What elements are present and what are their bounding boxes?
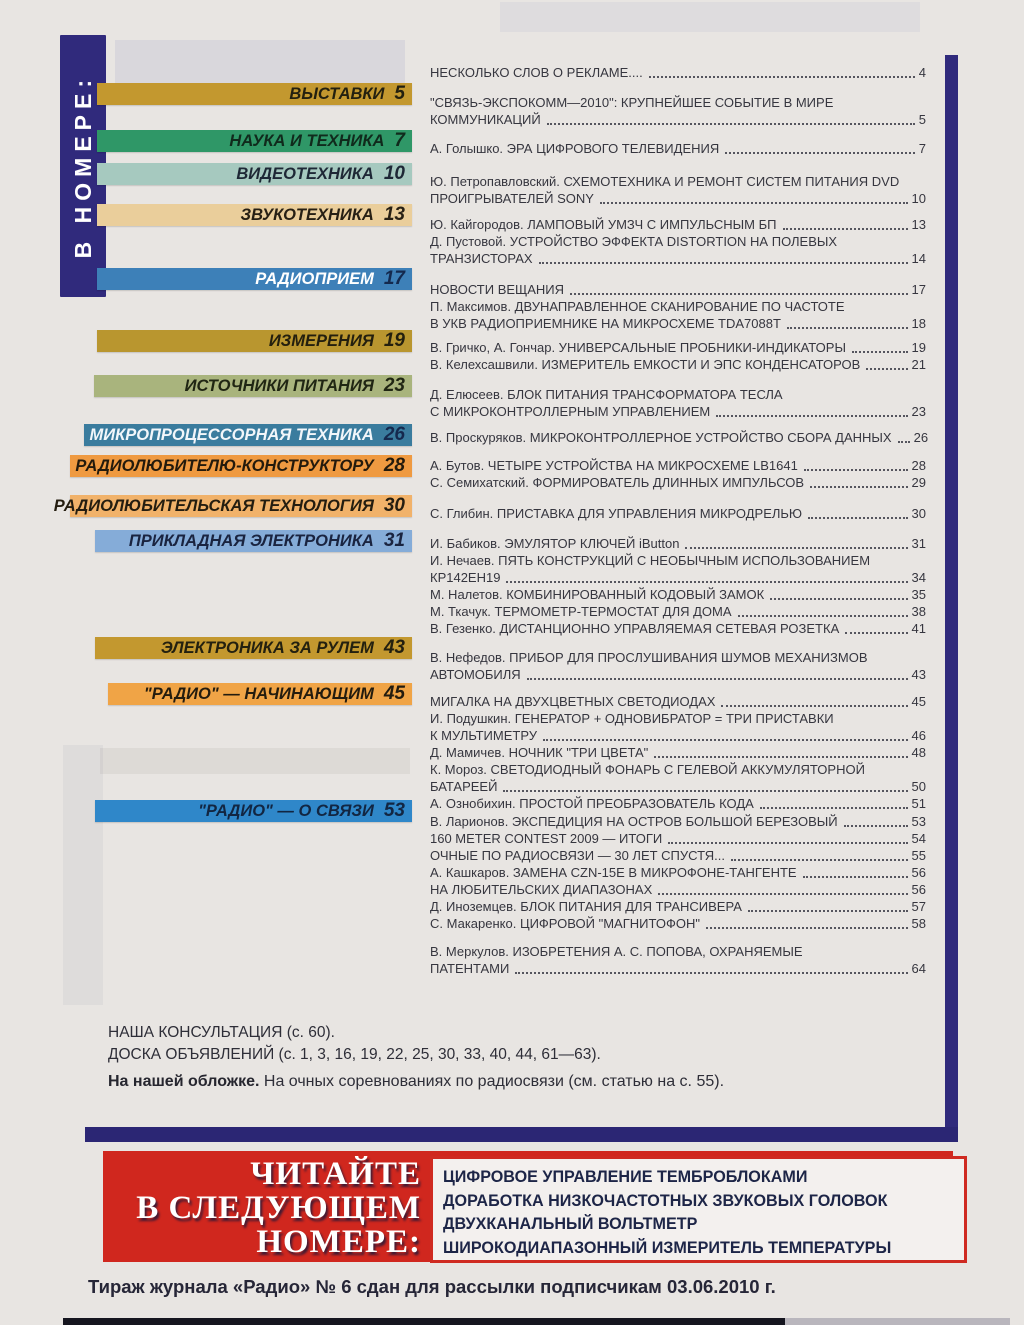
toc-entry-text: ПАТЕНТАМИ: [430, 961, 510, 976]
toc-page-number: 14: [911, 251, 926, 266]
dot-leader: [808, 517, 907, 519]
circulation-footer: Тираж журнала «Радио» № 6 сдан для рассылки подписчикам 03.06.2010 г.: [88, 1276, 776, 1297]
toc-entry-line: [430, 943, 926, 960]
toc-entry-line: [430, 429, 929, 446]
toc-entry-line: [430, 744, 926, 761]
toc-entry-text: Ю. Петропавловский. СХЕМОТЕХНИКА И РЕМОНТ СИСТЕМ ПИТАНИЯ DVD: [430, 174, 900, 189]
section-page-number: 53: [383, 800, 405, 821]
toc-entry-text: Д. Иноземцев. БЛОК ПИТАНИЯ ДЛЯ ТРАНСИВЕРА: [430, 899, 742, 914]
next-issue-banner: [103, 1151, 953, 1262]
toc-page-number: 51: [911, 796, 926, 811]
toc-page-number: 5: [918, 112, 926, 127]
toc-entry-line: [430, 864, 926, 881]
toc-page-number: 13: [911, 217, 926, 232]
section-label: ПРИКЛАДНАЯ ЭЛЕКТРОНИКА: [128, 531, 374, 550]
section-bar: [70, 455, 412, 477]
dot-leader: [804, 469, 908, 471]
toc-entry-line: [430, 898, 926, 915]
section-page-number: 17: [383, 268, 405, 289]
toc-page-number: 19: [911, 340, 926, 355]
toc-entry-line: [430, 960, 926, 977]
toc-entry-line: [430, 173, 926, 190]
toc-group: [430, 216, 926, 267]
toc-entry-line: [430, 386, 926, 403]
dot-leader: [721, 705, 907, 707]
section-page-number: 43: [383, 637, 405, 658]
dot-leader: [725, 152, 915, 154]
dot-leader: [506, 581, 907, 583]
toc-entry-text: К МУЛЬТИМЕТРУ: [430, 728, 537, 743]
section-page-number: 28: [383, 455, 405, 476]
toc-entry-line: [430, 281, 926, 298]
toc-group: [430, 505, 926, 522]
toc-page-number: 35: [911, 587, 926, 602]
section-bar: [108, 683, 412, 705]
toc-group: [430, 140, 926, 157]
section-bar: [97, 163, 412, 185]
toc-entry-text: П. Максимов. ДВУНАПРАВЛЕННОЕ СКАНИРОВАНИЕ ПО ЧАСТОТЕ: [430, 299, 845, 314]
dot-leader: [685, 547, 907, 549]
toc-entry-line: [430, 795, 926, 812]
toc-entry-text: АВТОМОБИЛЯ: [430, 667, 521, 682]
section-label: НАУКА И ТЕХНИКА: [229, 131, 385, 150]
toc-group: [430, 429, 929, 446]
section-bar: [97, 130, 412, 152]
note-consultation: НАША КОНСУЛЬТАЦИЯ (с. 60).: [108, 1024, 335, 1041]
section-bar: [84, 424, 412, 446]
toc-group: [430, 173, 926, 207]
toc-group: [430, 943, 926, 977]
toc-entry-text: М. Ткачук. ТЕРМОМЕТР-ТЕРМОСТАТ ДЛЯ ДОМА: [430, 604, 732, 619]
toc-entry-text: И. Нечаев. ПЯТЬ КОНСТРУКЦИЙ С НЕОБЫЧНЫМ ИСПОЛЬЗОВАНИЕМ: [430, 553, 871, 568]
toc-entry-line: [430, 64, 926, 81]
next-issue-heading: [109, 1157, 421, 1259]
dot-leader: [600, 202, 908, 204]
section-bar: [97, 83, 412, 105]
section-page-number: 23: [383, 375, 405, 396]
in-this-issue-label: В НОМЕРЕ:: [69, 73, 96, 259]
toc-entry-text: В. Гричко, А. Гончар. УНИВЕРСАЛЬНЫЕ ПРОБНИКИ-ИНДИКАТОРЫ: [430, 340, 846, 355]
dot-leader: [654, 756, 907, 758]
cover-note-text: На очных соревнованиях по радиосвязи (см. статью на с. 55).: [259, 1073, 725, 1090]
toc-page-number: 57: [911, 899, 926, 914]
toc-group: [430, 386, 926, 420]
toc-page-number: 17: [911, 282, 926, 297]
section-page-number: 31: [383, 530, 405, 551]
toc-entry-line: [430, 649, 926, 666]
toc-entry-text: В. Ларионов. ЭКСПЕДИЦИЯ НА ОСТРОВ БОЛЬШОЙ БЕРЕЗОВЫЙ: [430, 814, 838, 829]
toc-entry-text: С. Макаренко. ЦИФРОВОЙ "МАГНИТОФОН": [430, 916, 700, 931]
toc-page-number: 34: [911, 570, 926, 585]
next-issue-item: ДВУХКАНАЛЬНЫЙ ВОЛЬТМЕТР: [443, 1214, 698, 1233]
toc-entry-text: С. Глибин. ПРИСТАВКА ДЛЯ УПРАВЛЕНИЯ МИКРОДРЕЛЬЮ: [430, 506, 803, 521]
toc-page-number: 56: [911, 882, 926, 897]
toc-page-number: 41: [911, 621, 926, 636]
toc-entry-text: Д. Мамичев. НОЧНИК "ТРИ ЦВЕТА": [430, 745, 649, 760]
toc-entry-line: [430, 915, 926, 932]
section-page-number: 30: [383, 495, 405, 516]
toc-page-number: 31: [911, 536, 926, 551]
toc-page-number: 26: [913, 430, 929, 445]
section-page-number: 5: [394, 83, 405, 104]
section-bar: [95, 637, 412, 659]
section-bar: [94, 375, 412, 397]
dot-leader: [547, 123, 915, 125]
toc-entry-text: В УКВ РАДИОПРИЕМНИКЕ НА МИКРОСХЕМЕ TDA7088T: [430, 316, 781, 331]
toc-entry-text: М. Налетов. КОМБИНИРОВАННЫЙ КОДОВЫЙ ЗАМОК: [430, 587, 765, 602]
toc-page-number: 23: [911, 404, 926, 419]
toc-entry-line: [430, 535, 926, 552]
toc-entry-line: [430, 250, 926, 267]
dot-leader: [787, 327, 908, 329]
toc-page-number: 55: [911, 848, 926, 863]
next-issue-heading-line: ЧИТАЙТЕ: [250, 1156, 421, 1192]
section-page-number: 45: [383, 683, 405, 704]
dot-leader: [898, 441, 910, 443]
toc-group: [430, 339, 926, 373]
toc-page-number: 38: [911, 604, 926, 619]
section-label: ВИДЕОТЕХНИКА: [236, 164, 374, 183]
dot-leader: [668, 842, 907, 844]
toc-group: [430, 649, 926, 683]
section-label: МИКРОПРОЦЕССОРНАЯ ТЕХНИКА: [89, 425, 374, 444]
dot-leader: [803, 876, 908, 878]
next-issue-item: ШИРОКОДИАПАЗОННЫЙ ИЗМЕРИТЕЛЬ ТЕМПЕРАТУРЫ: [443, 1237, 892, 1257]
toc-entry-text: И. Бабиков. ЭМУЛЯТОР КЛЮЧЕЙ iButton: [430, 536, 680, 551]
section-page-number: 10: [383, 163, 405, 184]
section-label: ИЗМЕРЕНИЯ: [268, 331, 374, 350]
toc-entry-text: МИГАЛКА НА ДВУХЦВЕТНЫХ СВЕТОДИОДАХ: [430, 694, 716, 709]
toc-entry-line: [430, 552, 926, 569]
toc-entry-line: [430, 761, 926, 778]
next-issue-heading-line: НОМЕРЕ:: [256, 1224, 421, 1260]
toc-entry-line: [430, 586, 926, 603]
toc-entry-line: [430, 190, 926, 207]
section-bar: [95, 530, 412, 552]
cover-note-lead: На нашей обложке.: [108, 1073, 260, 1090]
toc-entry-text: "СВЯЗЬ-ЭКСПОКОММ—2010": КРУПНЕЙШЕЕ СОБЫТИЕ В МИРЕ: [430, 95, 834, 110]
toc-entry-text: А. Бутов. ЧЕТЫРЕ УСТРОЙСТВА НА МИКРОСХЕМЕ LB1641: [430, 458, 798, 473]
toc-entry-text: НЕСКОЛЬКО СЛОВ О РЕКЛАМЕ....: [430, 65, 643, 80]
section-bar: [95, 800, 412, 822]
dot-leader: [515, 972, 907, 974]
toc-entry-text: КР142ЕН19: [430, 570, 501, 585]
toc-entry-line: [430, 727, 926, 744]
show-through-ghost: [500, 2, 920, 32]
toc-page-number: 45: [911, 694, 926, 709]
toc-entry-text: НОВОСТИ ВЕЩАНИЯ: [430, 282, 565, 297]
toc-entry-line: [430, 847, 926, 864]
toc-entry-line: [430, 339, 926, 356]
toc-entry-text: В. Гезенко. ДИСТАНЦИОННО УПРАВЛЯЕМАЯ СЕТЕВАЯ РОЗЕТКА: [430, 621, 840, 636]
toc-page-number: 4: [918, 65, 926, 80]
toc-entry-text: НА ЛЮБИТЕЛЬСКИХ ДИАПАЗОНАХ: [430, 882, 653, 897]
section-label: "РАДИО" — НАЧИНАЮЩИМ: [143, 684, 374, 703]
toc-group: [430, 813, 926, 932]
toc-entry-line: [430, 233, 926, 250]
section-label: "РАДИО" — О СВЯЗИ: [198, 801, 374, 820]
toc-page-number: 30: [911, 506, 926, 521]
notes-block: [108, 1022, 601, 1065]
toc-group: [430, 94, 926, 128]
toc-entry-text: 160 METER CONTEST 2009 — ИТОГИ: [430, 831, 663, 846]
toc-entry-line: [430, 830, 926, 847]
toc-page-number: 53: [911, 814, 926, 829]
show-through-ghost: [115, 40, 405, 86]
toc-group: [430, 693, 926, 812]
page-frame-right: [945, 55, 958, 1142]
next-issue-item: ЦИФРОВОЕ УПРАВЛЕНИЕ ТЕМБРОБЛОКАМИ: [443, 1167, 808, 1186]
toc-entry-line: [430, 315, 926, 332]
dot-leader: [716, 415, 907, 417]
toc-page-number: 58: [911, 916, 926, 931]
toc-entry-line: [430, 298, 926, 315]
toc-entry-text: А. Ознобихин. ПРОСТОЙ ПРЕОБРАЗОВАТЕЛЬ КОДА: [430, 796, 754, 811]
section-bar: [97, 330, 412, 352]
toc-entry-line: [430, 881, 926, 898]
section-page-number: 13: [383, 204, 405, 225]
dot-leader: [866, 368, 907, 370]
toc-page-number: 43: [911, 667, 926, 682]
toc-page-number: 64: [911, 961, 926, 976]
toc-entry-text: С МИКРОКОНТРОЛЛЕРНЫМ УПРАВЛЕНИЕМ: [430, 404, 711, 419]
dot-leader: [658, 893, 907, 895]
toc-page-number: 7: [918, 141, 926, 156]
toc-entry-text: ПРОИГРЫВАТЕЛЕЙ SONY: [430, 191, 594, 206]
dot-leader: [706, 927, 908, 929]
dot-leader: [760, 807, 908, 809]
dot-leader: [770, 598, 907, 600]
show-through-ghost: [100, 748, 410, 774]
section-page-number: 7: [394, 130, 405, 151]
toc-entry-line: [430, 140, 926, 157]
section-label: ВЫСТАВКИ: [289, 84, 385, 103]
section-label: ЗВУКОТЕХНИКА: [240, 205, 374, 224]
toc-page-number: 56: [911, 865, 926, 880]
dot-leader: [649, 76, 915, 78]
toc-entry-text: Ю. Кайгородов. ЛАМПОВЫЙ УМЗЧ С ИМПУЛЬСНЫМ БП: [430, 217, 777, 232]
dot-leader: [543, 739, 908, 741]
note-ads-board: ДОСКА ОБЪЯВЛЕНИЙ (с. 1, 3, 16, 19, 22, 25, 30, 33, 40, 44, 61—63).: [108, 1045, 601, 1063]
toc-group: [430, 535, 926, 637]
toc-entry-line: [430, 620, 926, 637]
section-page-number: 19: [383, 330, 405, 351]
toc-group: [430, 281, 926, 332]
toc-page-number: 50: [911, 779, 926, 794]
toc-entry-line: [430, 94, 926, 111]
next-issue-heading-line: В СЛЕДУЮЩЕМ: [136, 1190, 421, 1226]
toc-page-number: 28: [911, 458, 926, 473]
toc-entry-text: БАТАРЕЕЙ: [430, 779, 498, 794]
toc-page-number: 10: [911, 191, 926, 206]
section-label: ИСТОЧНИКИ ПИТАНИЯ: [184, 376, 374, 395]
toc-entry-line: [430, 216, 926, 233]
toc-entry-text: К. Мороз. СВЕТОДИОДНЫЙ ФОНАРЬ С ГЕЛЕВОЙ АККУМУЛЯТОРНОЙ: [430, 762, 865, 777]
toc-entry-text: В. Келехсашвили. ИЗМЕРИТЕЛЬ ЕМКОСТИ И ЭПС КОНДЕНСАТОРОВ: [430, 357, 861, 372]
toc-entry-line: [430, 356, 926, 373]
section-label: ЭЛЕКТРОНИКА ЗА РУЛЕМ: [160, 638, 374, 657]
dot-leader: [738, 615, 908, 617]
toc-page-number: 18: [911, 316, 926, 331]
show-through-ghost: [63, 745, 103, 1005]
toc-page-number: 29: [911, 475, 926, 490]
toc-entry-line: [430, 403, 926, 420]
toc-entry-line: [430, 693, 926, 710]
toc-entry-line: [430, 569, 926, 586]
scan-edge-strip: [63, 1318, 785, 1325]
dot-leader: [783, 228, 908, 230]
toc-group: [430, 64, 926, 81]
toc-entry-line: [430, 111, 926, 128]
dot-leader: [527, 678, 908, 680]
toc-entry-line: [430, 666, 926, 683]
section-bar: [97, 268, 412, 290]
cover-note: [108, 1073, 724, 1091]
section-page-number: 26: [383, 424, 405, 445]
toc-entry-text: ОЧНЫЕ ПО РАДИОСВЯЗИ — 30 ЛЕТ СПУСТЯ...: [430, 848, 725, 863]
section-label: РАДИОЛЮБИТЕЛЬСКАЯ ТЕХНОЛОГИЯ: [53, 496, 374, 515]
toc-entry-text: Д. Пустовой. УСТРОЙСТВО ЭФФЕКТА DISTORTION НА ПОЛЕВЫХ: [430, 234, 838, 249]
toc-page-number: 48: [911, 745, 926, 760]
dot-leader: [852, 351, 908, 353]
toc-entry-line: [430, 603, 926, 620]
toc-page-number: 54: [911, 831, 926, 846]
scan-edge-strip-light: [785, 1318, 1010, 1325]
dot-leader: [845, 632, 907, 634]
toc-entry-line: [430, 813, 926, 830]
page-frame-bottom: [85, 1127, 958, 1142]
toc-entry-text: В. Нефедов. ПРИБОР ДЛЯ ПРОСЛУШИВАНИЯ ШУМОВ МЕХАНИЗМОВ: [430, 650, 868, 665]
next-issue-item: ДОРАБОТКА НИЗКОЧАСТОТНЫХ ЗВУКОВЫХ ГОЛОВОК: [443, 1190, 888, 1210]
section-bar: [53, 495, 412, 517]
next-issue-item-list: [430, 1156, 967, 1263]
dot-leader: [503, 790, 907, 792]
dot-leader: [844, 825, 908, 827]
section-label: РАДИОПРИЕМ: [255, 269, 374, 288]
section-label: РАДИОЛЮБИТЕЛЮ-КОНСТРУКТОРУ: [75, 456, 374, 475]
toc-entry-text: ТРАНЗИСТОРАХ: [430, 251, 533, 266]
toc-entry-line: [430, 778, 926, 795]
dot-leader: [810, 486, 907, 488]
toc-entry-line: [430, 505, 926, 522]
dot-leader: [539, 262, 908, 264]
dot-leader: [731, 859, 908, 861]
toc-page-number: 46: [911, 728, 926, 743]
dot-leader: [570, 293, 908, 295]
dot-leader: [748, 910, 908, 912]
toc-entry-text: А. Кашкаров. ЗАМЕНА CZN-15E В МИКРОФОНЕ-ТАНГЕНТЕ: [430, 865, 797, 880]
toc-page-number: 21: [911, 357, 926, 372]
toc-entry-line: [430, 710, 926, 727]
toc-group: [430, 457, 926, 491]
toc-entry-text: Д. Елюсеев. БЛОК ПИТАНИЯ ТРАНСФОРМАТОРА ТЕСЛА: [430, 387, 783, 402]
toc-entry-text: А. Голышко. ЭРА ЦИФРОВОГО ТЕЛЕВИДЕНИЯ: [430, 141, 720, 156]
section-bar: [97, 204, 412, 226]
toc-entry-line: [430, 457, 926, 474]
toc-entry-text: В. Меркулов. ИЗОБРЕТЕНИЯ А. С. ПОПОВА, ОХРАНЯЕМЫЕ: [430, 944, 803, 959]
toc-entry-line: [430, 474, 926, 491]
toc-entry-text: И. Подушкин. ГЕНЕРАТОР + ОДНОВИБРАТОР = ТРИ ПРИСТАВКИ: [430, 711, 834, 726]
toc-entry-text: С. Семихатский. ФОРМИРОВАТЕЛЬ ДЛИННЫХ ИМПУЛЬСОВ: [430, 475, 805, 490]
toc-entry-text: В. Проскуряков. МИКРОКОНТРОЛЛЕРНОЕ УСТРОЙСТВО СБОРА ДАННЫХ: [430, 430, 892, 445]
toc-entry-text: КОММУНИКАЦИЙ: [430, 112, 541, 127]
